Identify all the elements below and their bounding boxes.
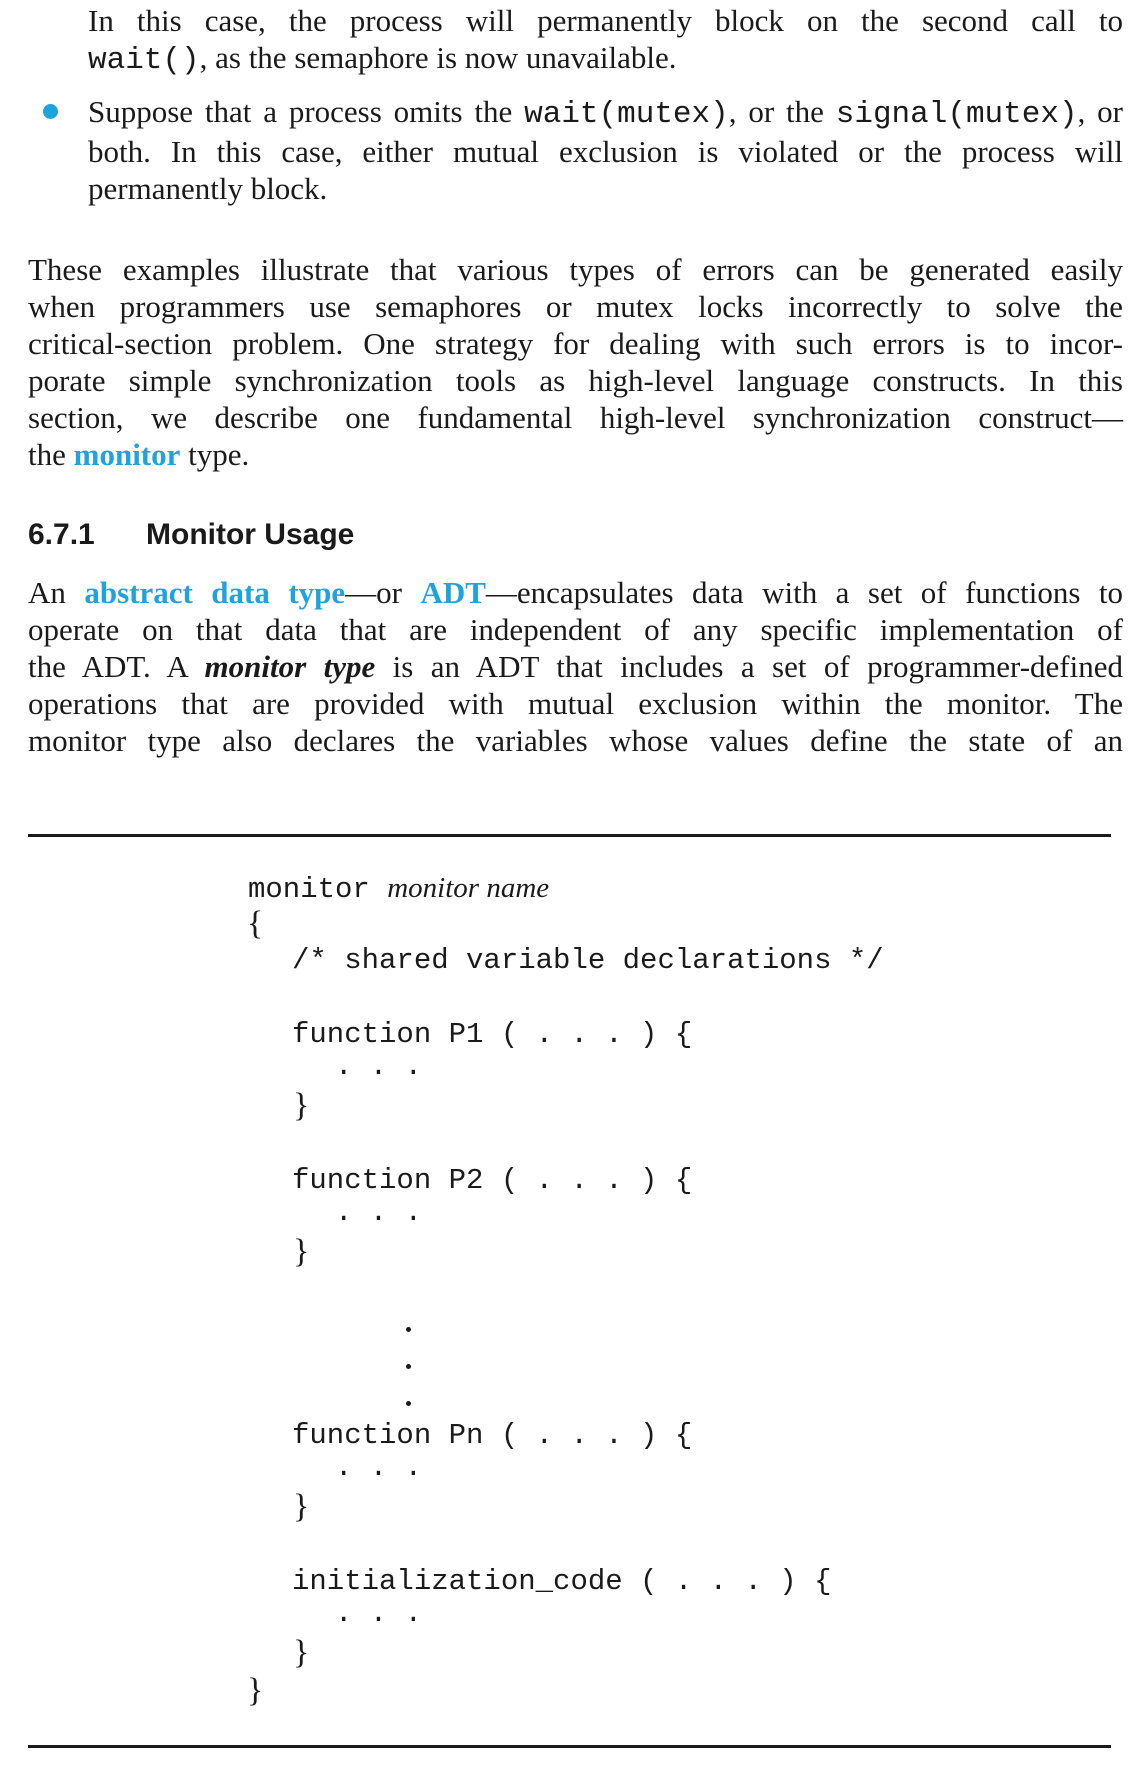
function-body: . . .	[335, 1050, 423, 1083]
close-brace: }	[293, 1488, 310, 1525]
monitor-declaration: monitor monitor name	[248, 872, 550, 906]
key-term: abstract data type	[84, 575, 346, 610]
comment-line: /* shared variable declarations */	[292, 944, 884, 977]
init-body: . . .	[335, 1597, 423, 1630]
close-brace: }	[293, 1634, 310, 1671]
ellipsis-dot	[406, 1327, 411, 1332]
paragraph: These examples illustrate that various types of errors can be generated easily when programmers use semaphores or mutex locks incorrectly to solve the critical-section problem. One strategy for dealing with such errors is to incor- porate simple synchronization tools as high-level language constructs. In this section, we describe one fundamental high-level synchronization construct— the monitor type.	[28, 252, 1123, 472]
close-brace: }	[293, 1087, 310, 1124]
monitor-name: monitor name	[387, 872, 550, 904]
emphasized-term: monitor type	[204, 649, 376, 684]
init-header: initialization_code ( . . . ) {	[292, 1565, 832, 1598]
section-heading	[28, 517, 354, 553]
ellipsis-dot	[406, 1401, 411, 1406]
bullet-item: Suppose that a process omits the wait(mutex), or the signal(mutex), or both. In this case, either mutual exclusion is violated or the process will permanently block.	[88, 94, 1123, 206]
figure-top-rule	[28, 834, 1111, 837]
bullet-icon	[43, 104, 58, 119]
inline-code: signal(mutex)	[835, 97, 1078, 132]
ellipsis-dot	[406, 1364, 411, 1369]
close-brace: }	[293, 1233, 310, 1270]
inline-code: wait(mutex)	[524, 97, 729, 132]
close-brace: }	[247, 1672, 264, 1709]
function-body: . . .	[335, 1451, 423, 1484]
section-title: Monitor Usage	[146, 518, 355, 551]
function-header: function P1 ( . . . ) {	[292, 1018, 693, 1051]
continuation-text: In this case, the process will permanently block on the second call to wait(), as the semaphore is now unavailable.	[88, 3, 1123, 78]
section-number: 6.7.1	[28, 518, 95, 551]
key-term: monitor	[73, 437, 181, 472]
paragraph: An abstract data type—or ADT—encapsulates data with a set of functions to operate on that data that are independent of any specific implementation of the ADT. A monitor type is an ADT that includes a set of programmer-defined operations that are provided with mutual exclusion within the monitor. The monitor type also declares the variables whose values define the state of an	[28, 575, 1124, 758]
key-term: ADT	[420, 575, 486, 610]
function-header: function P2 ( . . . ) {	[292, 1164, 693, 1197]
function-body: . . .	[335, 1196, 423, 1229]
open-brace: {	[247, 905, 264, 942]
inline-code: wait()	[88, 43, 200, 78]
figure-bottom-rule	[28, 1745, 1111, 1748]
function-header: function Pn ( . . . ) {	[292, 1419, 693, 1452]
